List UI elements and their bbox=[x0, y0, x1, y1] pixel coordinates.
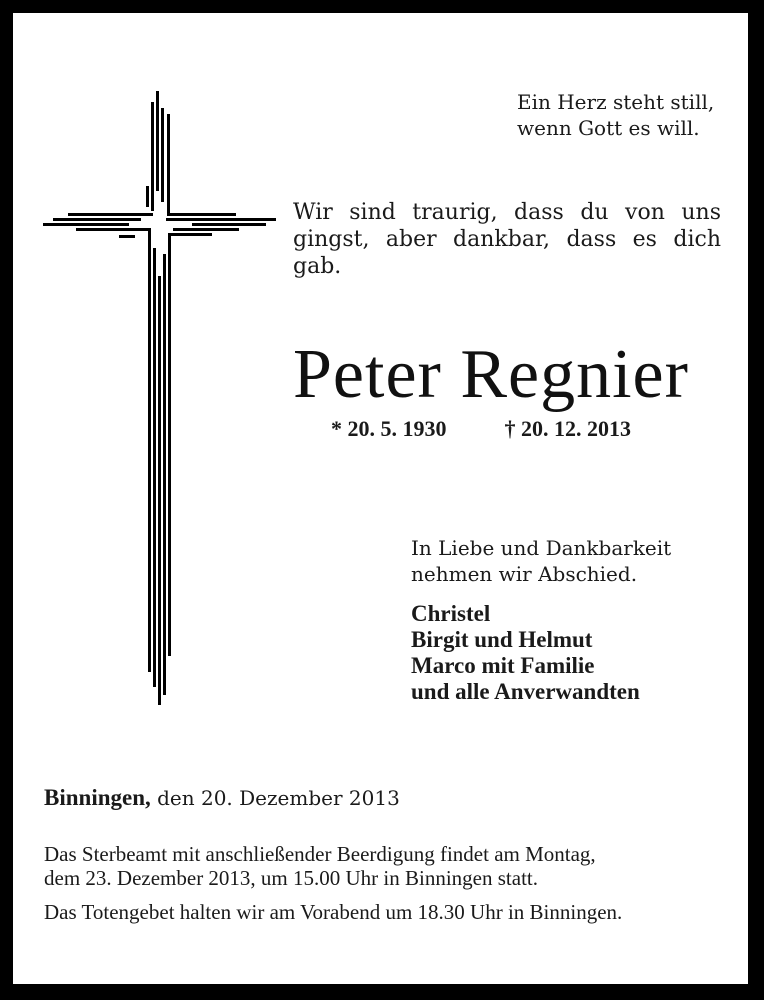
place: Binningen, bbox=[44, 785, 151, 810]
motto-line-1: Ein Herz steht still, bbox=[517, 90, 715, 114]
birth-date: * 20. 5. 1930 bbox=[331, 416, 447, 441]
funeral-info bbox=[44, 842, 734, 924]
place-date bbox=[44, 785, 400, 811]
date: den 20. Dezember 2013 bbox=[150, 786, 400, 810]
prayer-info: Das Totengebet halten wir am Vorabend um 18.30 Uhr in Binningen. bbox=[44, 900, 623, 924]
death-date: † 20. 12. 2013 bbox=[504, 416, 631, 441]
motto-line-2: wenn Gott es will. bbox=[517, 116, 700, 140]
mourner: und alle Anverwandten bbox=[411, 679, 640, 704]
mourner: Marco mit Familie bbox=[411, 653, 595, 678]
quote-text: Wir sind traurig, dass du von uns gingst, aber dankbar, dass es dich gab. bbox=[293, 200, 721, 279]
mourner: Birgit und Helmut bbox=[411, 627, 593, 652]
mourners-list bbox=[411, 601, 640, 705]
deceased-name: Peter Regnier bbox=[293, 336, 689, 413]
quote bbox=[293, 199, 721, 280]
farewell-text bbox=[411, 535, 671, 587]
cross-icon bbox=[13, 13, 293, 733]
motto bbox=[517, 89, 714, 141]
service-line-1: Das Sterbeamt mit anschließender Beerdigung findet am Montag, bbox=[44, 842, 596, 866]
farewell-line-1: In Liebe und Dankbarkeit bbox=[411, 536, 672, 560]
service-line-2: dem 23. Dezember 2013, um 15.00 Uhr in Binningen statt. bbox=[44, 866, 539, 890]
obituary-notice bbox=[13, 13, 748, 984]
farewell-line-2: nehmen wir Abschied. bbox=[411, 562, 638, 586]
life-dates bbox=[331, 416, 631, 442]
mourner: Christel bbox=[411, 601, 491, 626]
